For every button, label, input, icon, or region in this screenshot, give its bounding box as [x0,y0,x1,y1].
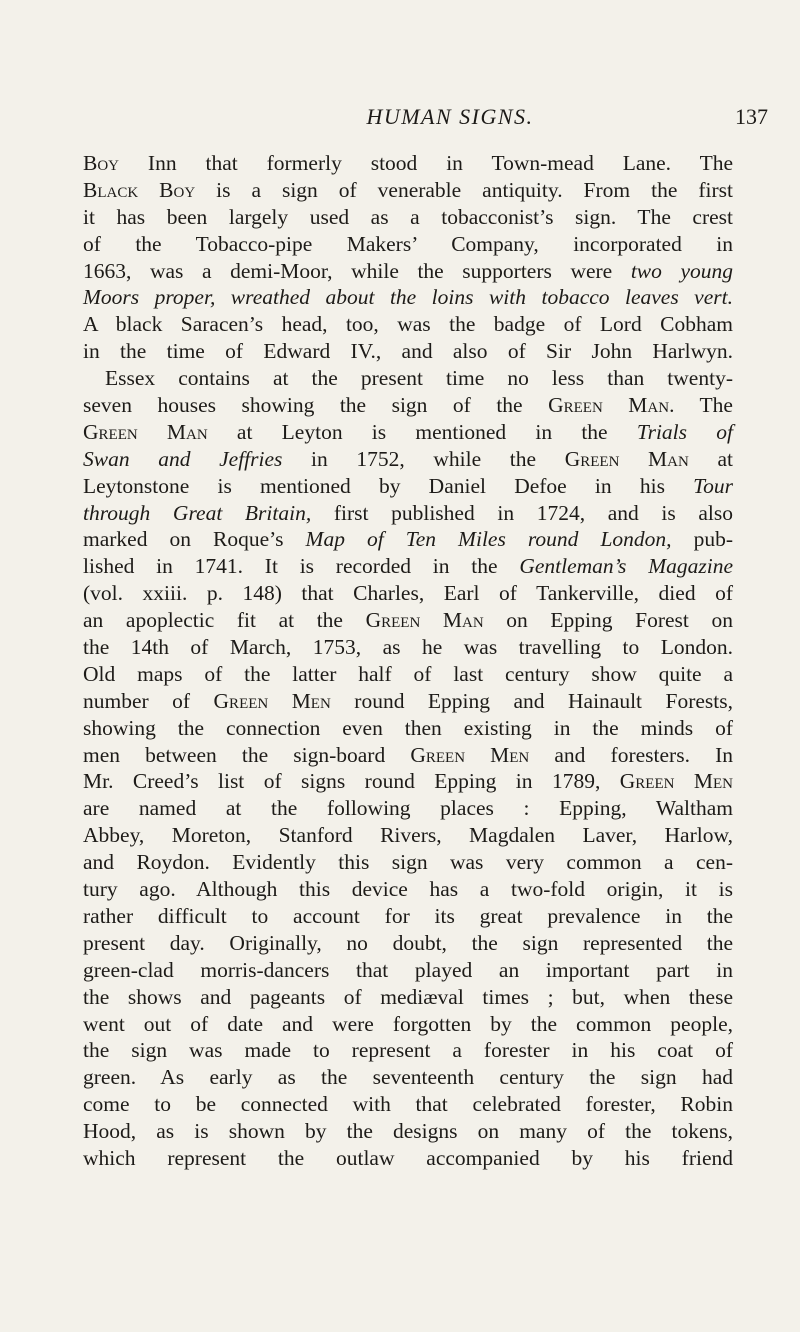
text-line [83,446,733,473]
text-line [83,392,733,419]
text-line [83,204,733,231]
text-segment: A black Saracen’s head, too, was the badge of Lord Cobham [83,312,733,337]
text-line [83,984,733,1011]
text-line [83,365,733,392]
text-segment: Hood, as is shown by the designs on many of the tokens, [83,1119,733,1144]
small-caps-text: Green Man [365,608,484,633]
text-line [83,338,733,365]
italic-text: Trials of [636,419,733,444]
text-segment: and Roydon. Evidently this sign was very common a cen- [83,850,733,875]
page-number: 137 [735,104,768,129]
text-line [83,1145,733,1172]
italic-text: Moors proper, wreathed about the loins with tobacco leaves vert. [83,285,733,310]
text-line [83,957,733,984]
text-line [83,1037,733,1064]
text-segment: which represent the outlaw accompanied by his friend [83,1145,733,1170]
text-segment: Abbey, Moreton, Stanford Rivers, Magdalen Laver, Harlow, [83,823,733,848]
text-segment: is a sign of venerable antiquity. From the first [195,177,733,202]
text-segment: 1663, was a demi-Moor, while the supporters were [83,258,631,283]
text-line [83,1011,733,1038]
text-segment: Mr. Creed’s list of signs round Epping in 1789, [83,769,620,794]
text-segment: Inn that formerly stood in Town-mead Lane. The [119,151,733,175]
text-segment: lished in 1741. It is recorded in the [83,554,520,579]
text-segment: number of [83,688,214,713]
text-line [83,634,733,661]
text-segment: in 1752, while the [282,446,565,471]
text-segment: tury ago. Although this device has a two-fold origin, it is [83,877,733,902]
text-line [83,903,733,930]
text-line [83,661,733,688]
text-segment: . The [669,393,733,418]
text-segment: men between the sign-board [83,742,411,767]
text-segment: Old maps of the latter half of last century show quite a [83,661,733,686]
text-line [83,876,733,903]
text-segment: come to be connected with that celebrated forester, Robin [83,1092,733,1117]
text-line [83,822,733,849]
text-line [83,930,733,957]
italic-text: Tour [693,473,733,498]
text-segment: green. As early as the seventeenth century the sign had [83,1065,733,1090]
running-head-title: HUMAN SIGNS. [366,104,534,129]
text-segment: it has been largely used as a tobacconist’s sign. The crest [83,204,733,229]
running-head [150,104,790,134]
text-segment: in the time of Edward IV., and also of Sir John Harlwyn. [83,339,733,364]
text-segment: an apoplectic fit at the [83,608,366,633]
text-line [83,768,733,795]
italic-text: two young [630,258,733,283]
text-segment: on Epping Forest on [483,608,733,633]
small-caps-text: Green Man [548,393,670,418]
text-line [83,177,733,204]
small-caps-text: Boy [83,151,120,175]
small-caps-text: Green Man [83,419,208,444]
text-segment: round Epping and Hainault Forests, [330,688,733,713]
text-line [83,715,733,742]
italic-text: Map of Ten Miles round London, [305,527,672,552]
text-segment: the 14th of March, 1753, as he was travelling to London. [83,635,733,660]
italic-text: through Great Britain, [83,500,312,525]
text-line [83,258,733,285]
text-line [83,1091,733,1118]
text-segment: and foresters. In [529,742,733,767]
text-segment: pub- [671,527,733,552]
text-line [83,526,733,553]
text-line [83,553,733,580]
text-line [83,849,733,876]
text-segment: showing the connection even then existing in the minds of [83,715,733,740]
text-line [83,795,733,822]
text-segment: the sign was made to represent a forester in his coat of [83,1038,733,1063]
text-segment: first published in 1724, and is also [311,500,733,525]
text-segment: went out of date and were forgotten by the common people, [83,1011,733,1036]
text-line [83,742,733,769]
text-segment: rather difficult to account for its great prevalence in the [83,903,733,928]
text-line [83,688,733,715]
text-segment: at Leyton is mentioned in the [207,419,637,444]
text-segment: Leytonstone is mentioned by Daniel Defoe in his [83,473,694,498]
text-line [83,500,733,527]
small-caps-text: Green Man [564,446,689,471]
text-line [83,473,733,500]
small-caps-text: Green Men [619,769,733,794]
text-segment: seven houses showing the sign of the [83,393,549,418]
text-segment: marked on Roque’s [83,527,306,552]
small-caps-text: Green Men [213,688,331,713]
text-segment: green-clad morris-dancers that played an important part in [83,957,733,982]
text-line [83,311,733,338]
text-line [83,607,733,634]
text-line [83,1064,733,1091]
text-line [83,1118,733,1145]
text-segment: (vol. xxiii. p. 148) that Charles, Earl of Tankerville, died of [83,581,733,606]
text-segment: Essex contains at the present time no less than twenty- [105,366,733,391]
text-line [83,419,733,446]
italic-text: Gentleman’s Magazine [519,554,733,579]
small-caps-text: Black Boy [83,177,196,202]
small-caps-text: Green Men [410,742,530,767]
text-segment: of the Tobacco-pipe Makers’ Company, incorporated in [83,231,733,256]
text-segment: present day. Originally, no doubt, the sign represented the [83,930,733,955]
text-segment: the shows and pageants of mediæval times ; but, when these [83,984,733,1009]
text-segment: are named at the following places : Epping, Waltham [83,796,733,821]
text-line [83,231,733,258]
text-segment: at [688,446,733,471]
text-line [83,284,733,311]
text-line [83,580,733,607]
text-line [83,150,733,177]
italic-text: Swan and Jeffries [83,446,283,471]
body-text [83,150,733,1172]
